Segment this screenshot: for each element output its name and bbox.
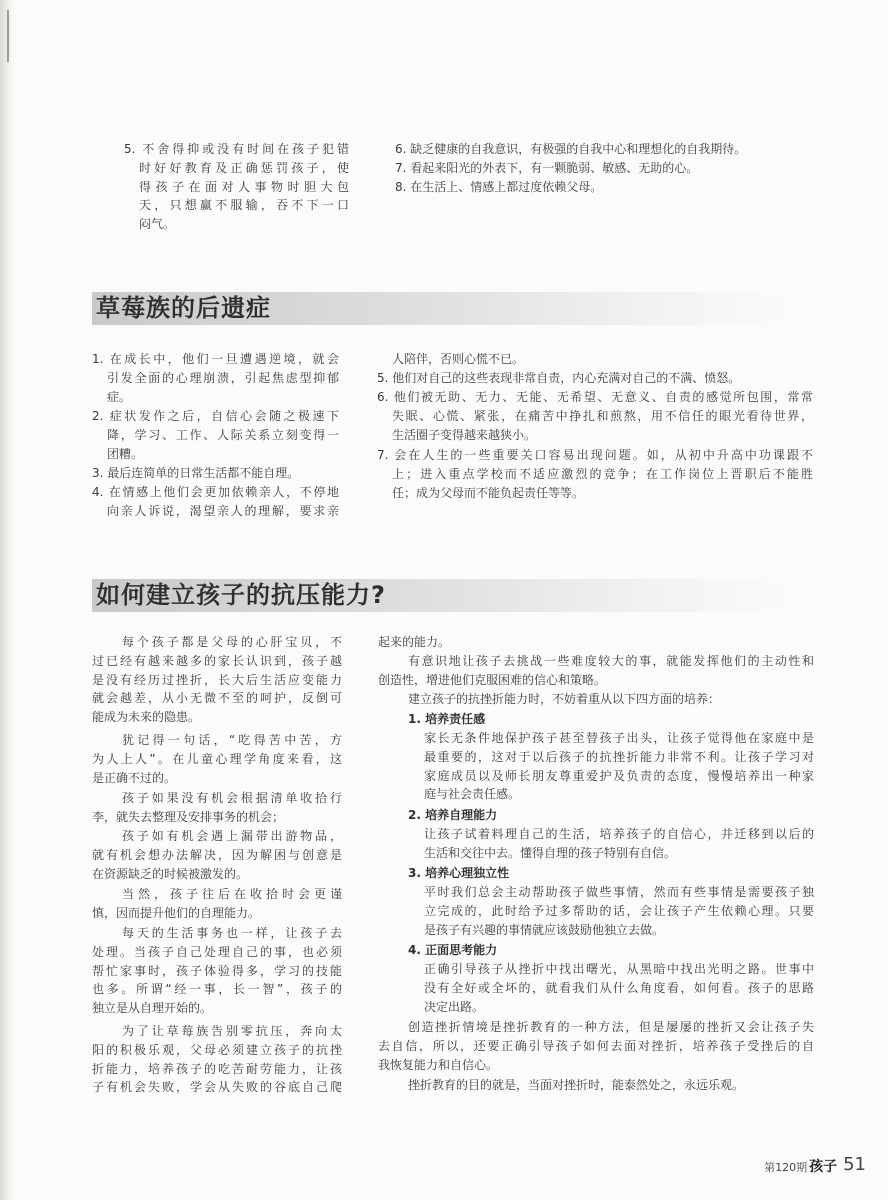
page-number: 51 bbox=[843, 1154, 866, 1175]
resilience-right-cont: 起来的能力。 bbox=[378, 635, 451, 649]
resilience-left-para-3: 孩子如果没有机会根据清单收拾行 李，就失去整理及安排事务的机会； bbox=[92, 791, 342, 824]
subheading-responsibility-body: 家长无条件地保护孩子甚至替孩子出头，让孩子觉得他在家庭中是 最重要的，这对于以后孩子的抗挫折能力非常不利。让孩子学习对 家庭成员以及师长朋友尊重爱护及负责的态度，慢慢培养出一种家 庭与社会责任感。 bbox=[424, 731, 814, 802]
resilience-left-para-6: 每天的生活事务也一样，让孩子去 处理。当孩子自己处理自己的事，也必须 帮忙家事时，孩子体验得多，学习的技能 也多。所谓“经一事，长一智”，孩子的 独立是从自理开始的。 bbox=[92, 926, 342, 1016]
resilience-left-para-2: 犹记得一句话，“吃得苦中苦，方 为人上人”。在儿童心理学角度来看，这 是正确不过的。 bbox=[92, 733, 342, 785]
page-binding-shadow bbox=[0, 0, 14, 1200]
section-heading-resilience: 如何建立孩子的抗压能力? bbox=[96, 581, 386, 609]
aftereffect-item-2: 2. 症状发作之后，自信心会随之极速下 降，学习、工作、人际关系立刻变得一 团糟。 bbox=[92, 409, 339, 461]
top-item-8: 8. 在生活上、情感上都过度依赖父母。 bbox=[395, 180, 603, 194]
top-item-5: 5. 不舍得抑或没有时间在孩子犯错 时好好教育及正确惩罚孩子，使 得孩子在面对人事物时胆大包 天，只想赢不服输，吞不下一口 闷气。 bbox=[124, 142, 349, 232]
page-footer bbox=[764, 1153, 866, 1175]
top-item-7: 7. 看起来阳光的外表下，有一颗脆弱、敏感、无助的心。 bbox=[395, 161, 699, 175]
aftereffect-item-3: 3. 最后连简单的日常生活都不能自理。 bbox=[92, 466, 300, 480]
aftereffect-item-6: 6. 他们被无助、无力、无能、无希望、无意义、自责的感觉所包围，常常 失眠、心慌、紧张，在痛苦中挣扎和煎熬，用不信任的眼光看待世界， 生活圈子变得越来越狭小。 bbox=[377, 390, 813, 442]
resilience-right-para-2: 建立孩子的抗挫折能力时，不妨着重从以下四方面的培养： bbox=[408, 692, 721, 706]
resilience-left-para-7: 为了让草莓族告别零抗压，奔向太 阳的积极乐观，父母必须建立孩子的抗挫 折能力，培养孩子的吃苦耐劳能力，让孩 子有机会失败，学会从失败的谷底自己爬 bbox=[92, 1024, 342, 1095]
aftereffect-item-4-cont: 人陪伴，否则心慌不已。 bbox=[392, 352, 525, 366]
resilience-right-para-4: 挫折教育的目的就是，当面对挫折时，能泰然处之，永远乐观。 bbox=[408, 1078, 745, 1092]
aftereffect-item-5: 5. 他们对自己的这些表现非常自责，内心充满对自己的不满、愤怒。 bbox=[377, 371, 741, 385]
aftereffect-item-4: 4. 在情感上他们会更加依赖亲人，不停地 向亲人诉说，渴望亲人的理解，要求亲 bbox=[92, 485, 339, 518]
top-item-6: 6. 缺乏健康的自我意识，有极强的自我中心和理想化的自我期待。 bbox=[395, 142, 747, 156]
subheading-responsibility: 1. 培养责任感 bbox=[408, 712, 486, 726]
aftereffect-item-7: 7. 会在人生的一些重要关口容易出现问题。如，从初中升高中功课跟不 上；进入重点学校而不适应激烈的竞争；在工作岗位上晋职后不能胜 任；成为父母而不能负起责任等等。 bbox=[377, 448, 813, 500]
subheading-positive-thinking: 4. 正面思考能力 bbox=[408, 943, 498, 957]
magazine-logo: 孩子 bbox=[809, 1159, 838, 1175]
subheading-self-care-body: 让孩子试着料理自己的生活，培养孩子的自信心，并迁移到以后的 生活和交往中去。懂得自理的孩子特别有自信。 bbox=[424, 827, 814, 860]
binding-mark bbox=[7, 10, 9, 62]
subheading-independence-body: 平时我们总会主动帮助孩子做些事情，然而有些事情是需要孩子独 立完成的，此时给予过多帮助的话，会让孩子产生依赖心理。只要 是孩子有兴趣的事情就应该鼓励他独立去做。 bbox=[424, 885, 814, 937]
subheading-independence: 3. 培养心理独立性 bbox=[408, 866, 510, 880]
section-heading-aftereffects: 草莓族的后遗症 bbox=[96, 294, 271, 322]
resilience-left-para-1: 每个孩子都是父母的心肝宝贝，不 过已经有越来越多的家长认识到，孩子越 是没有经历过挫折，长大后生活应变能力 就会越差，从小无微不至的呵护，反倒可 能成为未来的隐患。 bbox=[92, 635, 342, 725]
resilience-right-para-1: 有意识地让孩子去挑战一些难度较大的事，就能发挥他们的主动性和 创造性，增进他们克服困难的信心和策略。 bbox=[378, 654, 814, 687]
subheading-positive-thinking-body: 正确引导孩子从挫折中找出曙光，从黑暗中找出光明之路。世事中 没有全好或全坏的，就看我们从什么角度看，如何看。孩子的思路 决定出路。 bbox=[424, 962, 814, 1014]
issue-number: 第120期 bbox=[764, 1161, 808, 1174]
resilience-left-para-4: 孩子如有机会遇上漏带出游物品， 就有机会想办法解决，因为解困与创意是 在资源缺乏的时候被激发的。 bbox=[92, 829, 342, 881]
aftereffect-item-1: 1. 在成长中，他们一旦遭遇逆境，就会 引发全面的心理崩溃，引起焦虑型抑郁 症。 bbox=[92, 352, 339, 404]
subheading-self-care: 2. 培养自理能力 bbox=[408, 808, 498, 822]
resilience-right-para-3: 创造挫折情境是挫折教育的一种方法，但是屡屡的挫折又会让孩子失 去自信，所以，还要正确引导孩子如何去面对挫折，培养孩子受挫后的自 我恢复能力和自信心。 bbox=[378, 1020, 814, 1072]
resilience-left-para-5: 当然，孩子往后在收拾时会更谨 慎，因而提升他们的自理能力。 bbox=[92, 887, 342, 920]
